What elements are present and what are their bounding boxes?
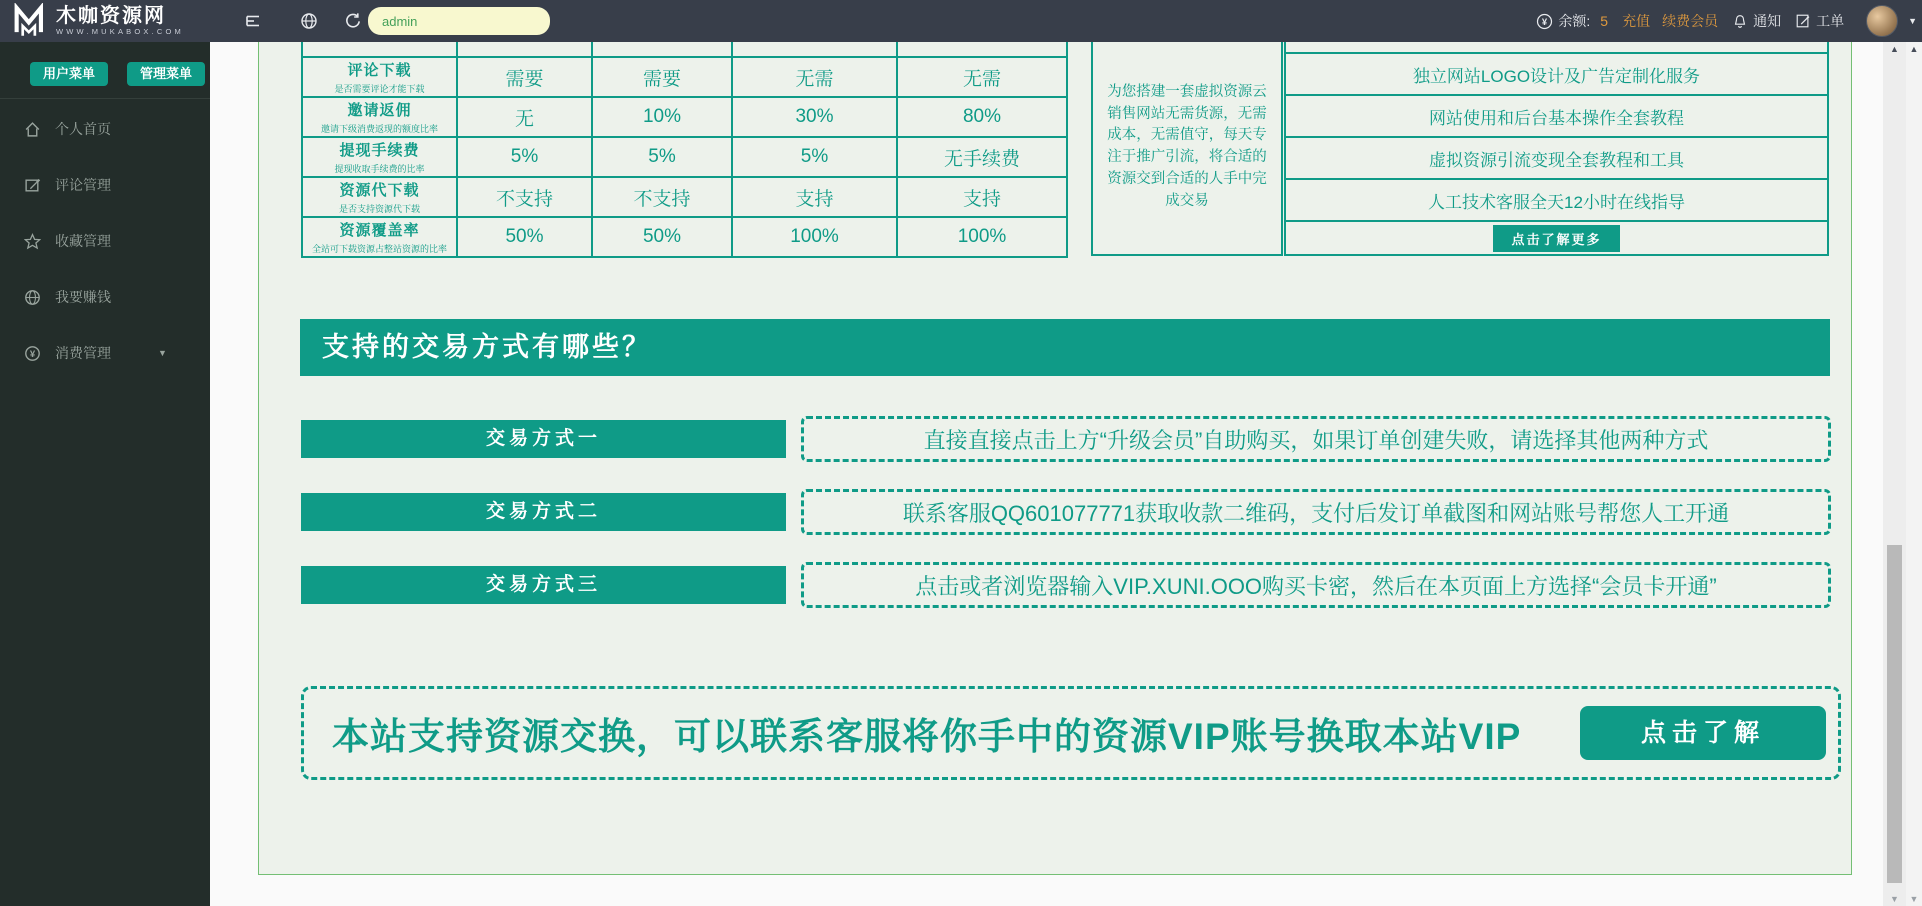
row-value: 需要 <box>457 57 592 97</box>
user-menu-button[interactable]: 用户菜单 <box>30 62 108 86</box>
service-list-box <box>1284 42 1829 256</box>
user-avatar[interactable] <box>1866 5 1898 37</box>
payment-method-desc: 点击或者浏览器输入VIP.XUNI.OOO购买卡密，然后在本页面上方选择“会员卡开通” <box>801 562 1831 608</box>
bell-icon[interactable] <box>1732 13 1748 30</box>
user-menu-caret-icon[interactable]: ▼ <box>1908 16 1917 26</box>
globe-icon[interactable] <box>300 12 318 30</box>
sidebar-menu-switch <box>0 42 210 86</box>
logo-subtitle: WWW.MUKABOX.COM <box>56 26 184 36</box>
service-intro-text: 为您搭建一套虚拟资源云销售网站无需货源，无需成本，无需值守，每天专注于推广引流，将合适的资源交到合适的人手中完成交易 <box>1107 83 1267 209</box>
payment-methods-banner: 支持的交易方式有哪些？ <box>300 319 1830 376</box>
sidebar-item-label: 消费管理 <box>55 345 111 361</box>
admin-menu-button[interactable]: 管理菜单 <box>127 62 205 86</box>
logo-text <box>56 5 184 36</box>
balance-value: 5 <box>1600 13 1609 29</box>
learn-more-button[interactable]: 点击了解更多 <box>1493 225 1619 252</box>
row-value: 5% <box>592 137 732 177</box>
table-partial-row <box>302 42 1067 57</box>
row-value: 10% <box>592 97 732 137</box>
payment-method-desc: 联系客服QQ601077771获取收款二维码，支付后发订单截图和网站账号帮您人工开通 <box>801 489 1831 535</box>
resource-exchange-box <box>301 686 1841 780</box>
balance-label: 余额: <box>1558 13 1591 29</box>
resource-exchange-text: 本站支持资源交换，可以联系客服将你手中的资源VIP账号换取本站VIP <box>332 716 1522 757</box>
sidebar-item-earn[interactable] <box>0 269 210 325</box>
table-row <box>302 57 1067 97</box>
row-value: 5% <box>732 137 897 177</box>
work-order-icon[interactable] <box>1795 13 1811 29</box>
svg-text:¥: ¥ <box>29 348 36 360</box>
payment-method-label: 交易方式一 <box>301 420 786 458</box>
membership-comparison-table <box>301 42 1068 258</box>
topbar <box>0 0 1922 42</box>
row-value: 50% <box>592 217 732 257</box>
sidebar-divider <box>0 98 210 99</box>
exchange-learn-button[interactable]: 点击了解 <box>1580 706 1826 760</box>
home-icon <box>24 121 41 138</box>
row-value: 80% <box>897 97 1067 137</box>
row-value: 100% <box>897 217 1067 257</box>
logo-m-icon <box>12 3 48 37</box>
scroll-up-icon[interactable]: ▲ <box>1890 44 1899 54</box>
sidebar <box>0 42 210 906</box>
scroll-down-icon[interactable]: ▼ <box>1909 894 1919 904</box>
sidebar-item-label: 个人首页 <box>55 121 111 137</box>
sidebar-item-spending[interactable] <box>0 325 210 381</box>
notifications-link[interactable]: 通知 <box>1753 13 1782 29</box>
scrollbar-thumb[interactable] <box>1887 545 1902 883</box>
row-value: 无手续费 <box>897 137 1067 177</box>
row-value: 无 <box>457 97 592 137</box>
row-value: 需要 <box>592 57 732 97</box>
table-row <box>302 137 1067 177</box>
table-row <box>302 97 1067 137</box>
payment-method-desc: 直接直接点击上方“升级会员”自助购买，如果订单创建失败，请选择其他两种方式 <box>801 416 1831 462</box>
refresh-icon[interactable] <box>344 12 362 30</box>
work-order-link[interactable]: 工单 <box>1816 13 1845 29</box>
chevron-down-icon[interactable]: ▼ <box>158 348 167 358</box>
scroll-down-icon[interactable]: ▼ <box>1890 894 1899 904</box>
window-scrollbar[interactable] <box>1906 42 1922 906</box>
sidebar-item-label: 我要赚钱 <box>55 289 111 305</box>
row-value: 不支持 <box>592 177 732 217</box>
service-partial-row <box>1286 42 1827 54</box>
row-value: 100% <box>732 217 897 257</box>
svg-text:¥: ¥ <box>1542 16 1548 28</box>
content-panel <box>258 42 1852 875</box>
yuan-balance-icon <box>1536 13 1553 30</box>
sidebar-item-label: 评论管理 <box>55 177 111 193</box>
yuan-circle-icon <box>24 345 41 362</box>
sidebar-item-label: 收藏管理 <box>55 233 111 249</box>
service-button-row <box>1286 222 1827 254</box>
recharge-link[interactable]: 充值 <box>1622 13 1651 29</box>
row-value: 50% <box>457 217 592 257</box>
service-intro-box <box>1091 42 1283 256</box>
topbar-right <box>1536 0 1917 42</box>
payment-method-label: 交易方式三 <box>301 566 786 604</box>
service-item: 独立网站LOGO设计及广告定制化服务 <box>1286 54 1827 96</box>
star-icon <box>24 233 41 250</box>
service-item: 虚拟资源引流变现全套教程和工具 <box>1286 138 1827 180</box>
row-value: 支持 <box>897 177 1067 217</box>
logo-title: 木咖资源网 <box>56 4 166 27</box>
row-value: 无需 <box>732 57 897 97</box>
row-label: 资源覆盖率 全站可下载资源占整站资源的比率 <box>302 217 457 257</box>
row-value: 30% <box>732 97 897 137</box>
comment-edit-icon <box>24 177 41 194</box>
row-value: 5% <box>457 137 592 177</box>
service-item: 人工技术客服全天12小时在线指导 <box>1286 180 1827 222</box>
scroll-up-icon[interactable]: ▲ <box>1909 44 1919 54</box>
site-logo[interactable] <box>12 3 184 37</box>
table-row <box>302 177 1067 217</box>
sidebar-item-favorites[interactable] <box>0 213 210 269</box>
row-label: 提现手续费 提现收取手续费的比率 <box>302 137 457 177</box>
earn-globe-icon <box>24 289 41 306</box>
payment-method-label: 交易方式二 <box>301 493 786 531</box>
inner-scrollbar[interactable] <box>1883 42 1906 906</box>
sidebar-item-comments[interactable] <box>0 157 210 213</box>
search-input[interactable] <box>368 7 550 35</box>
row-value: 支持 <box>732 177 897 217</box>
sidebar-item-home[interactable] <box>0 101 210 157</box>
row-value: 不支持 <box>457 177 592 217</box>
row-label: 资源代下载 是否支持资源代下载 <box>302 177 457 217</box>
sidebar-toggle-icon[interactable] <box>244 12 262 30</box>
table-row <box>302 217 1067 257</box>
row-value: 无需 <box>897 57 1067 97</box>
row-label: 评论下载 是否需要评论才能下载 <box>302 57 457 97</box>
renew-vip-link[interactable]: 续费会员 <box>1662 13 1719 29</box>
row-label: 邀请返佣 邀请下级消费返现的额度比率 <box>302 97 457 137</box>
service-item: 网站使用和后台基本操作全套教程 <box>1286 96 1827 138</box>
